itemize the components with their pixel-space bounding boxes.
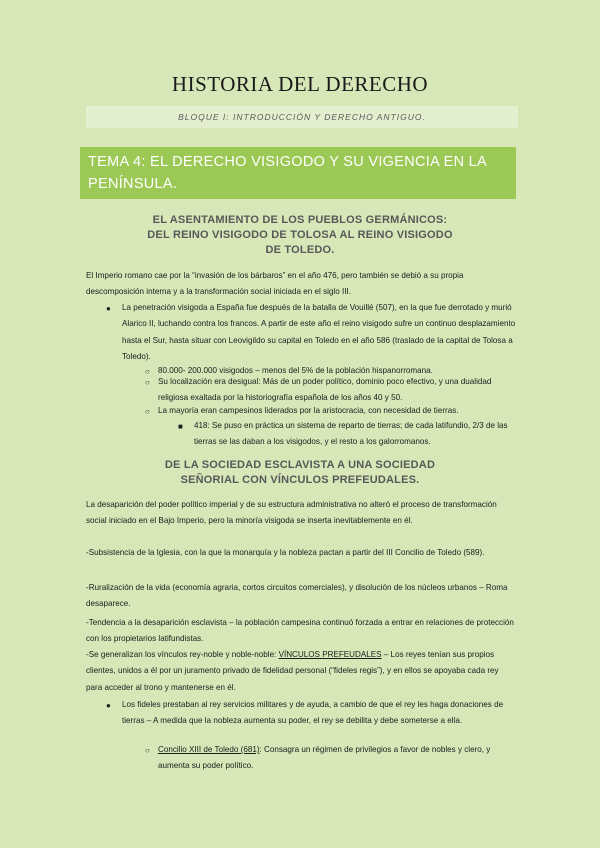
bullet-circle-icon: ○ (145, 407, 150, 416)
section2-sub (158, 742, 514, 775)
vinculos-prefeudales-underlined: VÍNCULOS PREFEUDALES (278, 650, 382, 659)
bullet-square-icon: ■ (178, 422, 183, 431)
bullet-circle-icon: ○ (145, 367, 150, 376)
section1-heading-line3: DE TOLEDO. (265, 244, 335, 256)
section1-intro: El Imperio romano cae por la “invasión de los bárbaros” en el año 476, pero también se debió a su propia descomposición interna y a la transformación social iniciada en el siglo III. (86, 271, 464, 297)
section1-sub-3: La mayoría eran campesinos liderados por la aristocracia, con necesidad de tierras. (158, 406, 459, 415)
section2-p2: -Subsistencia de la Iglesia, con la que la monarquía y la nobleza pactan a partir del III Concilio de Toledo (589). (86, 548, 485, 557)
section1-sub-2: Su localización era desigual: Más de un poder político, dominio poco efectivo, y una dualidad religiosa exaltada por la historiografía española de los años 40 y 50. (158, 377, 492, 403)
tema-heading-box: TEMA 4: EL DERECHO VISIGODO Y SU VIGENCIA EN LA PENÍNSULA. (80, 147, 516, 199)
document-title: HISTORIA DEL DERECHO (171, 72, 429, 96)
section2-heading-line1: DE LA SOCIEDAD ESCLAVISTA A UNA SOCIEDAD (164, 459, 436, 471)
bullet-circle-icon: ○ (145, 746, 150, 755)
p5-lead: -Se generalizan los vínculos rey-noble y noble-noble: (86, 650, 279, 659)
section1-bullet: La penetración visigoda a España fue después de la batalla de Vouillé (507), en la que fue derrotado y murió Alarico II, luchando contra los francos. A partir de este año el reino visigodo sufre un continuo desplazamiento hasta el Sur, hasta situar con Leovigildo su capital en Toledo en el año 586 (traslado de la capital de Tolosa a Toledo). (122, 303, 516, 362)
section2-bullet: Los fideles prestaban al rey servicios militares y de ayuda, a cambio de que el rey les haga donaciones de tierras – A medida que la nobleza aumenta su poder, el rey se debilita y debe someterse a ella. (122, 700, 504, 726)
bullet-disc-icon: ● (106, 304, 111, 313)
p5-rest: – Los reyes tenían sus propios clientes, unidos a él por un juramento privado de fidelidad personal (“fideles regis”), y en ellos se apoyaba cada rey para acceder al trono y mantenerse en él. (86, 650, 499, 692)
concilio-xiii-rest: : Consagra un régimen de privilegios a favor de nobles y clero, y aumenta su poder político. (158, 745, 491, 771)
bullet-circle-icon: ○ (145, 378, 150, 387)
bullet-disc-icon: ● (106, 701, 111, 710)
bloque-subtitle: BLOQUE I: INTRODUCCIÓN Y DERECHO ANTIGUO. (86, 106, 518, 128)
section1-heading-line2: DEL REINO VISIGODO DE TOLOSA AL REINO VISIGODO (147, 229, 453, 241)
section2-p3: -Ruralización de la vida (economía agraria, cortos circuitos comerciales), y disolución de los núcleos urbanos – Roma desaparece. (86, 583, 508, 609)
section2-heading-line2: SEÑORIAL CON VÍNCULOS PREFEUDALES. (180, 474, 420, 486)
section1-heading-line1: EL ASENTAMIENTO DE LOS PUEBLOS GERMÁNICOS: (152, 214, 448, 226)
section2-p5 (86, 647, 514, 696)
section1-subsub: 418: Se puso en práctica un sistema de reparto de tierras; de cada latifundio, 2/3 de las tierras se las daban a los visigodos, y el resto a los galorromanos. (194, 421, 508, 447)
section1-sub-1: 80.000- 200.000 visigodos – menos del 5% de la población hispanorromana. (158, 366, 433, 375)
concilio-xiii-underlined: Concilio XIII de Toledo (681) (158, 745, 260, 754)
section2-p1: La desaparición del poder político imperial y de su estructura administrativa no alteró el proceso de transformación social iniciado en el Bajo Imperio, pero la minoría visigoda se inserta inevitablemente en él. (86, 500, 497, 526)
section2-p4: -Tendencia a la desaparición esclavista – la población campesina continuó forzada a entrar en relaciones de protección con los propietarios latifundistas. (86, 618, 514, 644)
